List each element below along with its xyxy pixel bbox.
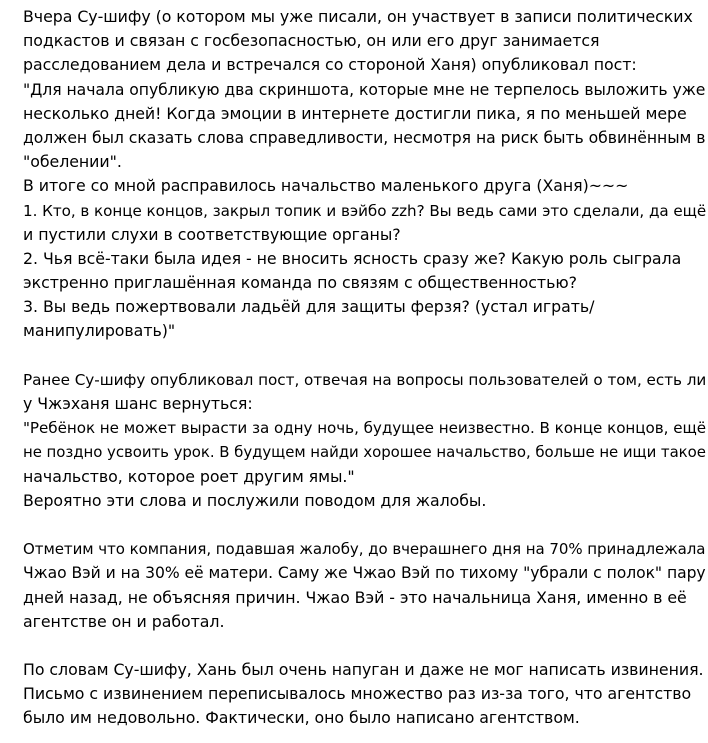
text-line: Ранее Су-шифу опубликовал пост, отвечая на вопросы пользователей о том, есть ли [23,370,707,389]
text-line: По словам Су-шифу, Хань был очень напуган и даже не мог написать извинения. [23,660,704,680]
text-line: 2. Чья всё-таки была идея - не вносить ясность сразу же? Какую роль сыграла [23,248,682,268]
text-line: и пустили слухи в соответствующие органы? [23,224,401,244]
text-line: дней назад, не объясняя причин. Чжао Вэй - это начальница Ханя, именно в её [23,587,687,607]
text-line: расследованием дела и встречался со стороной Ханя) опубликовал пост: [23,55,637,75]
text-line: Вероятно эти слова и послужили поводом для жалобы. [23,490,487,510]
text-line: "Для начала опубликую два скриншота, которые мне не терпелось выложить уже [23,79,706,99]
paragraph-gap [23,634,703,658]
text-line: 3. Вы ведь пожертвовали ладьёй для защиты ферзя? (устал играть/ [23,297,595,317]
text-line: В итоге со мной расправилось начальство маленького друга (Ханя)~~~ [23,176,629,196]
text-line: начальство, которое роет другим ямы." [23,466,355,486]
text-line: "Ребёнок не может вырасти за одну ночь, будущее неизвестно. В конце концов, ещё [23,419,706,438]
text-line: должен был сказать слова справедливости, несмотря на риск быть обвинённым в [23,127,706,147]
text-line: не поздно усвоить урок. В будущем найди хорошее начальство, больше не ищи такое [23,443,706,462]
text-line: подкастов и связан с госбезопасностью, он или его друг занимается [23,31,600,51]
text-line: экстренно приглашённая команда по связям с общественностью? [23,273,577,293]
text-line: Вчера Су-шифу (о котором мы уже писали, он участвует в записи политических [23,7,693,26]
text-line: "обелении". [23,152,122,172]
paragraph-gap [23,513,703,537]
text-line: несколько дней! Когда эмоции в интернете достигли пика, я по меньшей мере [23,103,687,123]
post-body [23,5,707,731]
paragraph-2 [23,368,707,513]
text-line: Письмо с извинением переписывалось множество раз из-за того, что агентство [23,684,692,704]
text-line: Чжао Вэй и на 30% её матери. Саму же Чжао Вэй по тихому "убрали с полок" пару [23,564,706,583]
paragraph-gap [23,344,703,368]
text-line: 1. Кто, в конце концов, закрыл топик и вэйбо zzh? Вы ведь сами это сделали, да ещё [23,201,707,220]
paragraph-3 [23,537,706,634]
paragraph-1 [23,5,707,344]
text-line: у Чжэханя шанс вернуться: [23,394,253,413]
text-line: манипулировать)" [23,321,176,341]
text-line: Отметим что компания, подавшая жалобу, до вчерашнего дня на 70% принадлежала [23,540,706,559]
text-line: было им недовольно. Фактически, оно было написано агентством. [23,708,580,728]
text-line: агентстве он и работал. [23,611,225,631]
paragraph-4 [23,658,703,731]
